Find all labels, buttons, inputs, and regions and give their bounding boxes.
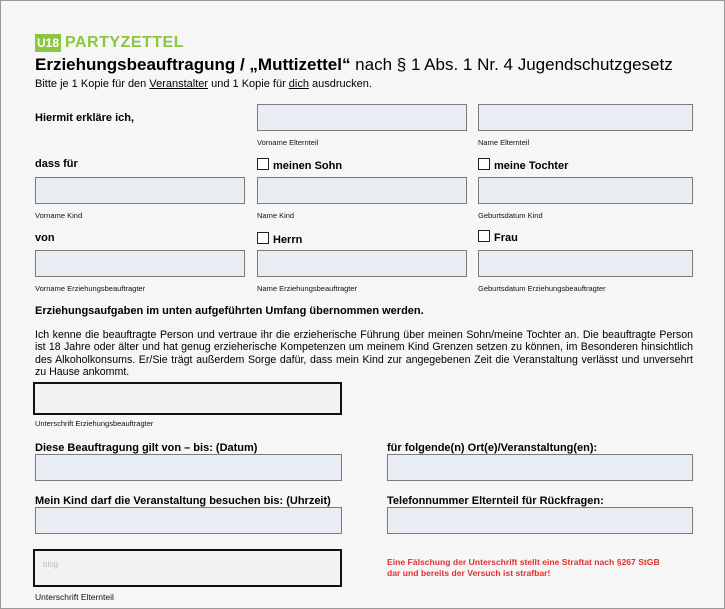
warning-line-1: Eine Fälschung der Unterschrift stellt eine Straftat nach §267 StGB [387,557,660,567]
vorname-elternteil-caption: Vorname Elternteil [257,138,319,147]
frau-label: Frau [494,232,518,244]
name-elternteil-field[interactable] [478,104,693,131]
ort-label: für folgende(n) Ort(e)/Veranstaltung(en): [387,442,598,454]
geburtsdatum-kind-field[interactable] [478,177,693,204]
sohn-checkbox[interactable] [257,158,269,170]
telefon-field[interactable] [387,507,693,534]
geburtsdatum-beauftragter-field[interactable] [478,250,693,277]
gilt-datum-field[interactable] [35,454,342,481]
title-bold-2: „Muttizettel“ [249,55,351,74]
vorname-beauftragter-caption: Vorname Erziehungsbeauftragter [35,284,146,293]
name-kind-field[interactable] [257,177,467,204]
title-rest: nach § 1 Abs. 1 Nr. 4 Jugendschutzgesetz [350,55,673,74]
vorname-kind-caption: Vorname Kind [35,211,83,220]
ort-veranstaltung-field[interactable] [387,454,693,481]
aufgaben-heading: Erziehungsaufgaben im unten aufgeführten Umfang übernommen werden. [35,305,424,317]
geburtsdatum-beauftragter-caption: Geburtsdatum Erziehungsbeauftragter [478,284,606,293]
herrn-option[interactable] [257,232,302,246]
herrn-label: Herrn [273,234,303,246]
logo-name: PARTYZETTEL [65,34,184,51]
tochter-label: meine Tochter [494,160,569,172]
name-beauftragter-field[interactable] [257,250,467,277]
frau-option[interactable] [478,230,518,244]
besuchen-bis-label: Mein Kind darf die Veranstaltung besuchen bis: (Uhrzeit) [35,495,331,507]
uhrzeit-field[interactable] [35,507,342,534]
sub-text-3: und 1 Kopie für [208,78,289,90]
logo-badge: U18 [37,36,60,50]
name-elternteil-caption: Name Elternteil [478,138,530,147]
unterschrift-beauftragter-caption: Unterschrift Erziehungsbeauftragter [35,419,154,428]
frau-checkbox[interactable] [478,230,490,242]
name-kind-caption: Name Kind [257,211,295,220]
warning-line-2: dar und bereits der Versuch ist strafbar! [387,568,551,578]
sub-text-dich: dich [288,78,309,90]
geburtsdatum-kind-caption: Geburtsdatum Kind [478,211,543,220]
logo [35,34,184,52]
consent-paragraph: Ich kenne die beauftragte Person und vertraue ihr die erzieherische Führung über meinen Sohn/meine Tochter an. Die beauftragte Person ist 18 Jahre oder älter und hat genug erzieherische Kompetenzen um meinem Kind Grenzen setzen zu können, im Besonderen hinsichtlich des Alkoholkonsums. Er/Sie trägt außerdem Sorge dafür, dass mein Kind zur angegebenen Zeit die Veranstaltung verlässt und unversehrt zu Hause ankommt. [35,329,693,379]
unterschrift-elternteil-caption: Unterschrift Elternteil [35,592,114,602]
sub-text-1: Bitte je 1 Kopie für den [35,78,150,90]
tochter-checkbox[interactable] [478,158,490,170]
tochter-option[interactable] [478,158,568,172]
forgery-warning [387,557,697,579]
sub-text-veranstalter: Veranstalter [149,78,209,90]
sub-text-5: ausdrucken. [308,78,372,90]
page-title [35,55,673,75]
telefon-label: Telefonnummer Elternteil für Rückfragen: [387,495,604,507]
intro-label: Hiermit erkläre ich, [35,112,135,124]
name-beauftragter-caption: Name Erziehungsbeauftragter [257,284,358,293]
signature-watermark: blog [43,560,59,569]
print-instruction [35,78,372,90]
sohn-label: meinen Sohn [273,160,343,172]
dass-fuer-label: dass für [35,158,78,170]
gilt-label: Diese Beauftragung gilt von – bis: (Datum) [35,442,258,454]
von-label: von [35,232,55,244]
herrn-checkbox[interactable] [257,232,269,244]
unterschrift-elternteil-field[interactable] [33,549,342,587]
vorname-elternteil-field[interactable] [257,104,467,131]
vorname-beauftragter-field[interactable] [35,250,245,277]
vorname-kind-field[interactable] [35,177,245,204]
unterschrift-beauftragter-field[interactable] [33,382,342,415]
sohn-option[interactable] [257,158,342,172]
title-bold-1: Erziehungsbeauftragung / [35,55,250,74]
